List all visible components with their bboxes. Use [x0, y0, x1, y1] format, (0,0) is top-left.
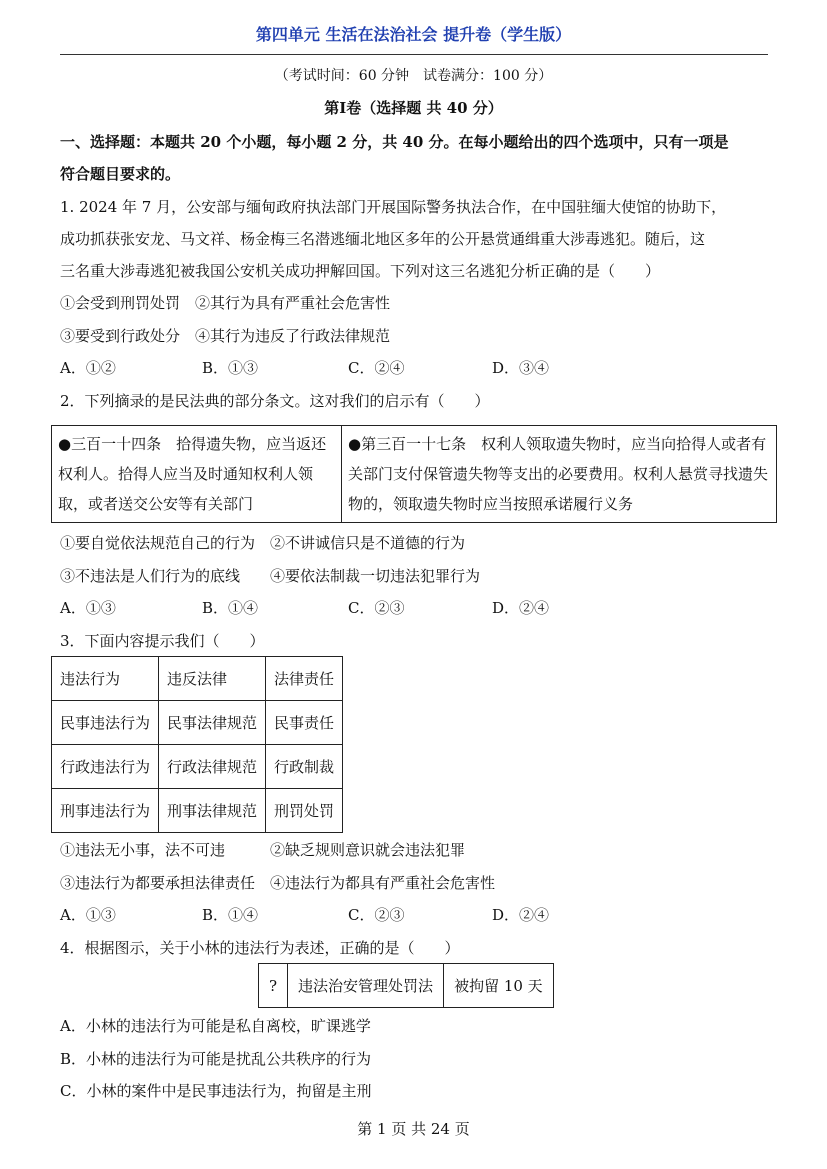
- q1-stem-line-3: 三名重大涉毒逃犯被我国公安机关成功押解回国。下列对这三名逃犯分析正确的是（ ）: [60, 262, 661, 280]
- q3-option-c[interactable]: C．②③: [348, 906, 405, 924]
- q4-diagram-table: [258, 963, 554, 1008]
- table-cell: 违反法律: [159, 657, 266, 701]
- table-cell: 违法行为: [52, 657, 159, 701]
- q2-option-b[interactable]: B．①④: [202, 599, 259, 617]
- q2-option-c[interactable]: C．②③: [348, 599, 405, 617]
- q3-option-d[interactable]: D．②④: [492, 906, 550, 924]
- q3-statement-1: ①违法无小事，法不可违 ②缺乏规则意识就会违法犯罪: [60, 841, 466, 859]
- q1-option-b[interactable]: B．①③: [202, 359, 259, 377]
- table-cell: 行政违法行为: [52, 745, 159, 789]
- page-number: 第 1 页 共 24 页: [357, 1120, 470, 1138]
- q1-stem-line-2: 成功抓获张安龙、马文祥、杨金梅三名潜逃缅北地区多年的公开悬赏通缉重大涉毒逃犯。随后，这: [60, 230, 706, 248]
- header-divider: [60, 54, 768, 55]
- table-cell: 民事责任: [266, 701, 343, 745]
- q3-stem: 3．下面内容提示我们（ ）: [60, 632, 265, 650]
- q3-option-b[interactable]: B．①④: [202, 906, 259, 924]
- q2-option-d[interactable]: D．②④: [492, 599, 550, 617]
- q2-article-317: ●第三百一十七条 权利人领取遗失物时，应当向拾得人或者有关部门支付保管遗失物等支出的必要费用。权利人悬赏寻找遗失物的，领取遗失物时应当按照承诺履行义务: [342, 426, 777, 523]
- table-cell: 法律责任: [266, 657, 343, 701]
- q1-option-a[interactable]: A．①②: [60, 359, 116, 377]
- table-cell: 刑事违法行为: [52, 789, 159, 833]
- q1-option-d[interactable]: D．③④: [492, 359, 550, 377]
- q2-civil-code-table: [51, 425, 777, 523]
- table-cell: 被拘留 10 天: [444, 964, 554, 1008]
- q4-option-c[interactable]: C．小林的案件中是民事违法行为，拘留是主刑: [60, 1082, 372, 1100]
- table-row: [52, 701, 343, 745]
- q4-option-b[interactable]: B．小林的违法行为可能是扰乱公共秩序的行为: [60, 1050, 372, 1068]
- q2-article-314: ●三百一十四条 拾得遗失物，应当返还权利人。拾得人应当及时通知权利人领取，或者送交公安等有关部门: [52, 426, 342, 523]
- q3-option-a[interactable]: A．①③: [60, 906, 116, 924]
- table-cell: 民事法律规范: [159, 701, 266, 745]
- instructions-line-2: 符合题目要求的。: [60, 165, 181, 183]
- page-title: 第四单元 生活在法治社会 提升卷（学生版）: [255, 25, 572, 44]
- table-row: [52, 789, 343, 833]
- q2-option-a[interactable]: A．①③: [60, 599, 116, 617]
- exam-info: （考试时间：60 分钟 试卷满分：100 分）: [274, 68, 553, 84]
- table-cell: 行政法律规范: [159, 745, 266, 789]
- instructions-line-1: 一、选择题：本题共 20 个小题，每小题 2 分，共 40 分。在每小题给出的四个选项中，只有一项是: [60, 133, 729, 151]
- q4-stem: 4．根据图示，关于小林的违法行为表述，正确的是（ ）: [60, 939, 460, 957]
- q2-statement-2: ③不违法是人们行为的底线 ④要依法制裁一切违法犯罪行为: [60, 567, 481, 585]
- table-cell: 刑事法律规范: [159, 789, 266, 833]
- q1-statement-1: ①会受到刑罚处罚 ②其行为具有严重社会危害性: [60, 294, 391, 312]
- q3-statement-2: ③违法行为都要承担法律责任 ④违法行为都具有严重社会危害性: [60, 874, 496, 892]
- q1-stem-line-1: 1. 2024 年 7 月，公安部与缅甸政府执法部门开展国际警务执法合作，在中国驻缅大使馆的协助下，: [60, 198, 727, 216]
- table-row: [52, 657, 343, 701]
- table-cell: 刑罚处罚: [266, 789, 343, 833]
- q2-statement-1: ①要自觉依法规范自己的行为 ②不讲诚信只是不道德的行为: [60, 534, 466, 552]
- table-row: [52, 745, 343, 789]
- q3-law-table: [51, 656, 343, 833]
- q1-option-c[interactable]: C．②④: [348, 359, 405, 377]
- table-row: [259, 964, 554, 1008]
- table-cell: 行政制裁: [266, 745, 343, 789]
- section-title: 第Ⅰ卷（选择题 共 40 分）: [324, 99, 503, 117]
- q1-statement-2: ③要受到行政处分 ④其行为违反了行政法律规范: [60, 327, 391, 345]
- table-cell: 违法治安管理处罚法: [288, 964, 444, 1008]
- table-cell: ?: [259, 964, 288, 1008]
- table-cell: 民事违法行为: [52, 701, 159, 745]
- q4-option-a[interactable]: A．小林的违法行为可能是私自离校，旷课逃学: [60, 1017, 371, 1035]
- q2-stem: 2．下列摘录的是民法典的部分条文。这对我们的启示有（ ）: [60, 392, 490, 410]
